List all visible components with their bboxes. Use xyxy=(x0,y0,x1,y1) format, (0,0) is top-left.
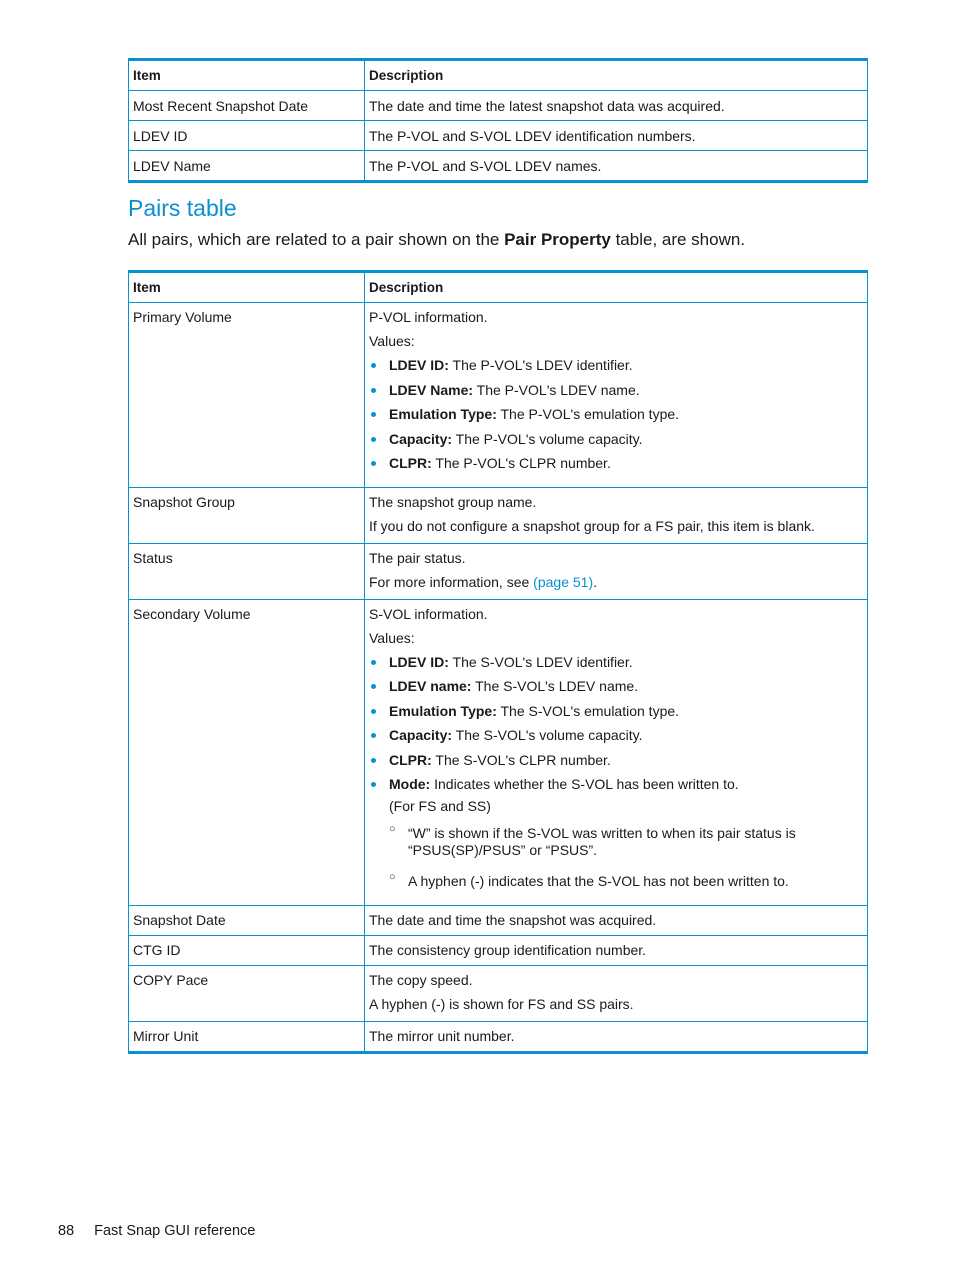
table-row xyxy=(129,303,868,488)
header-description: Description xyxy=(365,60,868,91)
list-item xyxy=(369,356,863,374)
list-item xyxy=(369,751,863,769)
row-item: LDEV Name xyxy=(129,151,365,182)
desc-line: Values: xyxy=(369,629,415,646)
bullet-term: Capacity: xyxy=(389,727,453,743)
bullet-icon xyxy=(371,412,376,417)
pairs-table xyxy=(128,270,868,1054)
desc-text: For more information, see xyxy=(369,573,534,590)
sub-list xyxy=(389,825,863,890)
table-row xyxy=(129,121,868,151)
row-item: Secondary Volume xyxy=(129,599,365,905)
sub-item-text: “W” is shown if the S-VOL was written to when its pair status is “PSUS(SP)/PSUS” or “PSUS”. xyxy=(408,825,796,858)
snapshot-info-table xyxy=(128,58,868,183)
table-row xyxy=(129,935,868,965)
table-row xyxy=(129,487,868,543)
table-row xyxy=(129,1021,868,1052)
desc-line: If you do not configure a snapshot group for a FS pair, this item is blank. xyxy=(369,517,815,534)
page-number: 88 xyxy=(58,1223,75,1239)
table-row xyxy=(129,543,868,599)
circle-bullet-icon: ○ xyxy=(389,871,396,883)
row-description xyxy=(365,965,868,1021)
mode-note: (For FS and SS) xyxy=(389,798,491,814)
row-item: Status xyxy=(129,543,365,599)
row-item: CTG ID xyxy=(129,935,365,965)
section-heading: Pairs table xyxy=(128,195,237,221)
desc-line xyxy=(369,573,863,591)
row-description: The date and time the latest snapshot data was acquired. xyxy=(365,91,868,121)
row-description xyxy=(365,487,868,543)
bullet-text: The S-VOL's CLPR number. xyxy=(431,751,611,768)
bullet-icon xyxy=(371,388,376,393)
bullet-term: LDEV ID: xyxy=(389,357,449,373)
table-header-row xyxy=(129,60,868,91)
row-description: The mirror unit number. xyxy=(365,1021,868,1052)
bullet-term: CLPR: xyxy=(389,455,432,471)
bullet-icon xyxy=(371,758,376,763)
list-item xyxy=(369,702,863,720)
row-item: Snapshot Date xyxy=(129,905,365,935)
bullet-list xyxy=(369,653,863,891)
bullet-icon xyxy=(371,437,376,442)
bullet-icon xyxy=(371,733,376,738)
bullet-term: Capacity: xyxy=(389,430,453,447)
bullet-icon xyxy=(371,363,376,368)
bullet-text: The S-VOL's volume capacity. xyxy=(452,727,643,743)
list-item xyxy=(369,381,863,399)
intro-bold: Pair Property xyxy=(504,230,611,249)
row-item: Primary Volume xyxy=(129,303,365,488)
row-item: Snapshot Group xyxy=(129,487,365,543)
bullet-text: The P-VOL's LDEV identifier. xyxy=(448,357,633,373)
circle-bullet-icon: ○ xyxy=(389,823,396,835)
table-row xyxy=(129,151,868,182)
page-link[interactable]: (page 51) xyxy=(533,573,594,590)
desc-line: Values: xyxy=(369,333,415,349)
desc-line: The pair status. xyxy=(369,549,466,566)
bullet-term: CLPR: xyxy=(389,751,432,768)
bullet-term: Mode: xyxy=(389,776,431,792)
row-item: Mirror Unit xyxy=(129,1021,365,1052)
sub-list-item xyxy=(389,873,863,890)
intro-text: All pairs, which are related to a pair shown on the xyxy=(128,230,505,249)
bullet-term: Emulation Type: xyxy=(389,406,497,422)
bullet-icon xyxy=(371,782,376,787)
header-item: Item xyxy=(129,272,365,303)
table-row xyxy=(129,91,868,121)
list-item xyxy=(369,653,863,671)
bullet-term: Emulation Type: xyxy=(389,702,497,719)
page-footer xyxy=(58,1223,255,1239)
bullet-icon xyxy=(371,461,376,466)
desc-text-end: . xyxy=(593,573,597,590)
row-description xyxy=(365,543,868,599)
bullet-text: The P-VOL's CLPR number. xyxy=(431,455,611,471)
bullet-icon xyxy=(371,660,376,665)
desc-line: P-VOL information. xyxy=(369,309,488,325)
row-description xyxy=(365,599,868,905)
bullet-term: LDEV ID: xyxy=(389,653,449,670)
bullet-text: The S-VOL's LDEV identifier. xyxy=(448,653,633,670)
row-description: The consistency group identification number. xyxy=(365,935,868,965)
list-item xyxy=(369,677,863,695)
desc-line: A hyphen (-) is shown for FS and SS pairs. xyxy=(369,995,634,1012)
desc-line: The copy speed. xyxy=(369,971,473,988)
section-intro xyxy=(128,230,745,250)
list-item xyxy=(369,454,863,472)
row-item: COPY Pace xyxy=(129,965,365,1021)
bullet-term: LDEV Name: xyxy=(389,381,474,398)
desc-line: S-VOL information. xyxy=(369,605,488,622)
row-description: The P-VOL and S-VOL LDEV names. xyxy=(365,151,868,182)
bullet-icon xyxy=(371,709,376,714)
list-item xyxy=(369,775,863,890)
row-item: Most Recent Snapshot Date xyxy=(129,91,365,121)
row-description: The date and time the snapshot was acquired. xyxy=(365,905,868,935)
bullet-text: Indicates whether the S-VOL has been written to. xyxy=(430,776,739,792)
bullet-text: The P-VOL's emulation type. xyxy=(496,406,680,422)
list-item xyxy=(369,726,863,744)
sub-item-text: A hyphen (-) indicates that the S-VOL has not been written to. xyxy=(408,873,789,889)
bullet-term: LDEV name: xyxy=(389,678,472,694)
desc-line: The snapshot group name. xyxy=(369,493,537,510)
table-row xyxy=(129,905,868,935)
header-item: Item xyxy=(129,60,365,91)
table-header-row xyxy=(129,272,868,303)
sub-list-item xyxy=(389,825,863,859)
row-item: LDEV ID xyxy=(129,121,365,151)
list-item xyxy=(369,405,863,423)
table-row xyxy=(129,599,868,905)
bullet-text: The P-VOL's LDEV name. xyxy=(473,381,640,398)
intro-text-end: table, are shown. xyxy=(610,230,746,249)
bullet-text: The S-VOL's emulation type. xyxy=(496,702,680,719)
table-row xyxy=(129,965,868,1021)
header-description: Description xyxy=(365,272,868,303)
bullet-icon xyxy=(371,684,376,689)
bullet-text: The P-VOL's volume capacity. xyxy=(452,430,643,447)
row-description xyxy=(365,303,868,488)
row-description: The P-VOL and S-VOL LDEV identification numbers. xyxy=(365,121,868,151)
bullet-list xyxy=(369,356,863,472)
list-item xyxy=(369,430,863,448)
footer-title: Fast Snap GUI reference xyxy=(94,1223,256,1239)
bullet-text: The S-VOL's LDEV name. xyxy=(471,678,639,694)
